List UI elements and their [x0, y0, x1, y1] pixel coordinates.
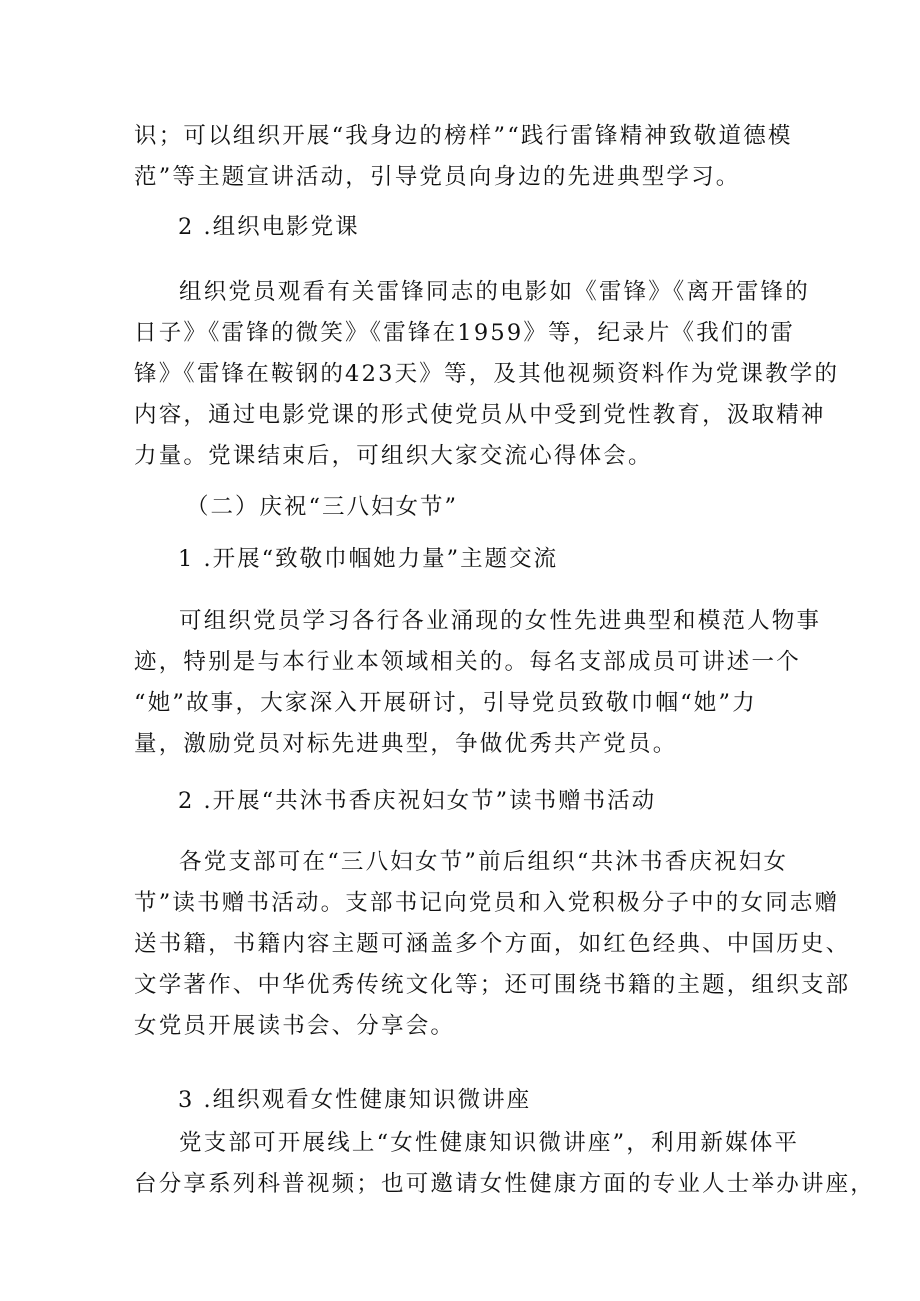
text-line: 文学著作、中华优秀传统文化等；还可围绕书籍的主题，组织支部	[134, 972, 851, 998]
text-line: 力量。党课结束后，可组织大家交流心得体会。	[134, 443, 653, 469]
text-line: 迹，特别是与本行业本领域相关的。每名支部成员可讲述一个	[134, 649, 801, 675]
heading-reading: 2 .开展“共沐书香庆祝妇女节”读书赠书活动	[178, 788, 657, 814]
intro-paragraph	[134, 116, 794, 198]
text-line: 节”读书赠书活动。支部书记向党员和入党积极分子中的女同志赠	[134, 890, 840, 916]
health-paragraph	[134, 1123, 876, 1205]
text-line: 内容，通过电影党课的形式使党员从中受到党性教育，汲取精神	[134, 402, 826, 428]
text-line: 日子》《雷锋的微笑》《雷锋在1959》等，纪录片《我们的雷	[134, 320, 796, 346]
heading-health: 3 .组织观看女性健康知识微讲座	[178, 1087, 532, 1113]
text-line: 各党支部可在“三八妇女节”前后组织“共沐书香庆祝妇女	[179, 849, 789, 875]
text-line: 识；可以组织开展“我身边的榜样”“践行雷锋精神致敬道德模	[134, 123, 793, 149]
text-line: 党支部可开展线上“女性健康知识微讲座”，利用新媒体平	[179, 1130, 800, 1156]
text-line: 女党员开展读书会、分享会。	[134, 1013, 456, 1039]
section-heading-womens-day: （二）庆祝“三八妇女节”	[186, 494, 459, 520]
movie-paragraph	[134, 272, 840, 477]
text-line: 组织党员观看有关雷锋同志的电影如《雷锋》《离开雷锋的	[179, 279, 810, 305]
reading-paragraph	[134, 842, 851, 1047]
heading-exchange: 1 .开展“致敬巾帼她力量”主题交流	[178, 546, 559, 572]
text-line: 量，激励党员对标先进典型，争做优秀共产党员。	[134, 731, 678, 757]
text-line: “她”故事，大家深入开展研讨，引导党员致敬巾帼“她”力	[134, 690, 757, 716]
text-line: 台分享系列科普视频；也可邀请女性健康方面的专业人士举办讲座，	[134, 1171, 876, 1197]
text-line: 可组织党员学习各行各业涌现的女性先进典型和模范人物事	[179, 608, 822, 634]
exchange-paragraph	[134, 601, 822, 765]
text-line: 锋》《雷锋在鞍钢的423天》等，及其他视频资料作为党课教学的	[134, 361, 840, 387]
heading-movie-lesson: 2 .组织电影党课	[178, 214, 360, 240]
text-line: 范”等主题宣讲活动，引导党员向身边的先进典型学习。	[134, 164, 741, 190]
text-line: 送书籍，书籍内容主题可涵盖多个方面，如红色经典、中国历史、	[134, 931, 851, 957]
